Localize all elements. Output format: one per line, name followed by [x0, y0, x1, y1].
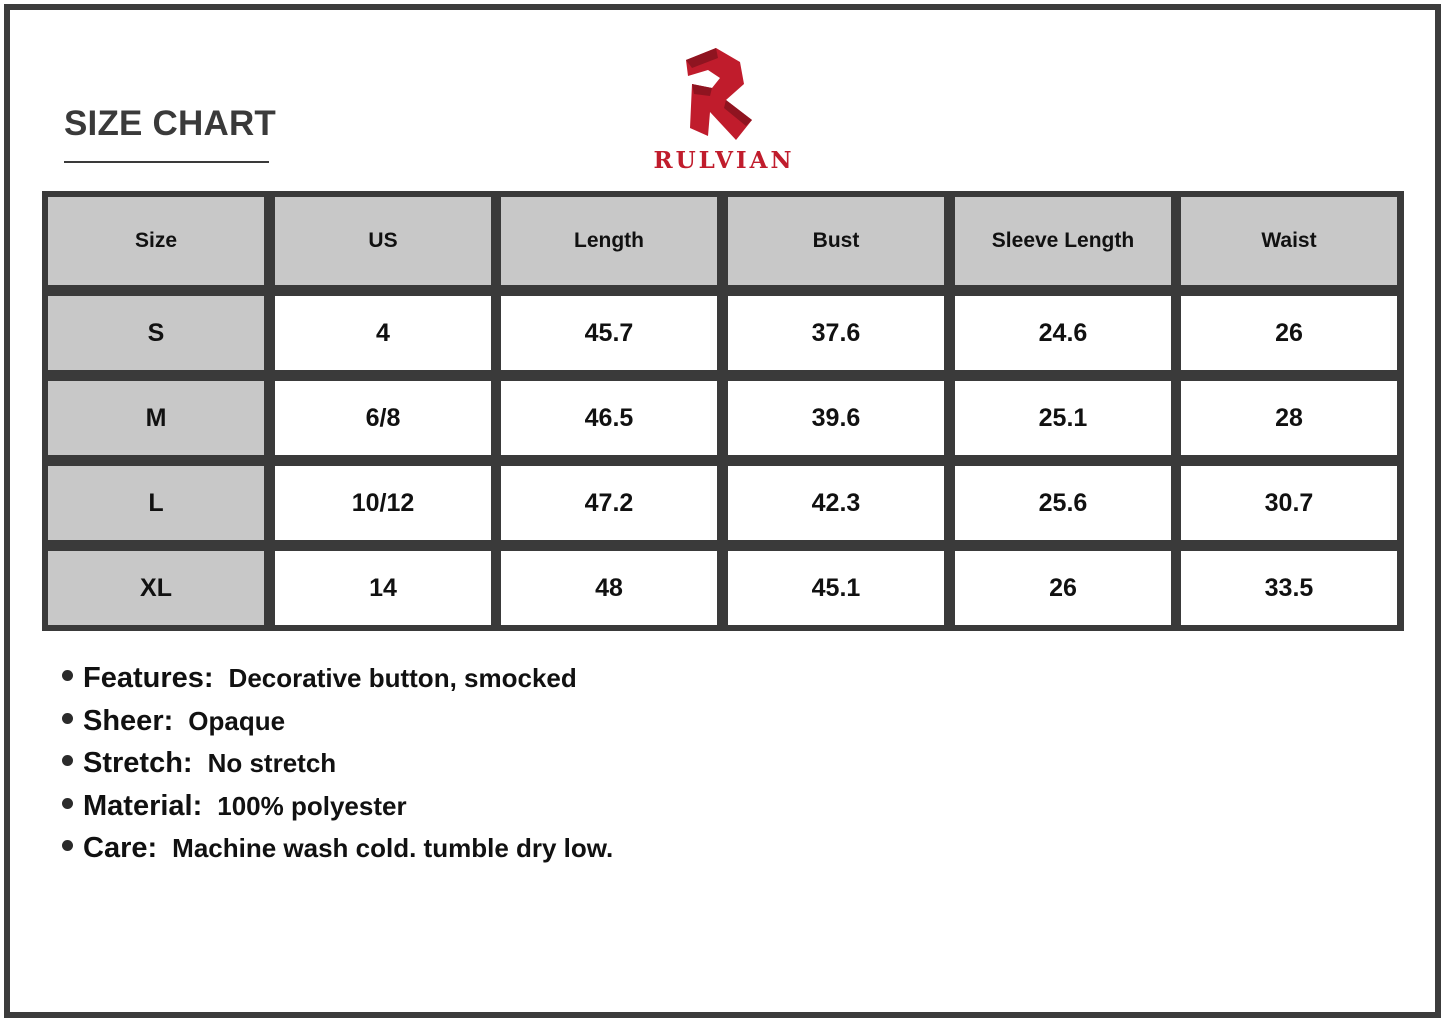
- column-header-size: Size: [48, 197, 264, 285]
- row-size-label: XL: [48, 551, 264, 625]
- column-header-waist: Waist: [1181, 197, 1397, 285]
- table-cell: 25.1: [955, 381, 1171, 455]
- feature-label: Care:: [83, 832, 158, 864]
- feature-label: Material:: [83, 789, 203, 822]
- table-cell: 25.6: [955, 466, 1171, 540]
- feature-item: [62, 790, 613, 833]
- feature-list: [62, 662, 613, 875]
- column-header-length: Length: [501, 197, 717, 285]
- column-header-us: US: [275, 197, 491, 285]
- brand-logo: [640, 44, 810, 174]
- table-cell: 26: [955, 551, 1171, 625]
- bullet-icon: [62, 713, 73, 724]
- bullet-icon: [62, 840, 73, 851]
- bullet-icon: [62, 670, 73, 681]
- table-cell: 39.6: [728, 381, 944, 455]
- feature-label: Features:: [83, 662, 214, 694]
- row-size-label: M: [48, 381, 264, 455]
- table-cell: 24.6: [955, 296, 1171, 370]
- table-cell: 26: [1181, 296, 1397, 370]
- bullet-icon: [62, 755, 73, 766]
- brand-r-mark-icon: [678, 44, 770, 144]
- bullet-icon: [62, 798, 73, 809]
- feature-value: Machine wash cold. tumble dry low.: [172, 833, 614, 863]
- feature-value: 100% polyester: [217, 790, 407, 821]
- table-cell: 46.5: [501, 381, 717, 455]
- table-cell: 6/8: [275, 381, 491, 455]
- page-title: SIZE CHART: [64, 104, 276, 143]
- table-cell: 47.2: [501, 466, 717, 540]
- feature-item: [62, 705, 613, 748]
- feature-item: [62, 832, 613, 875]
- size-table: [42, 191, 1404, 631]
- feature-item: [62, 662, 613, 705]
- table-cell: 42.3: [728, 466, 944, 540]
- feature-value: No stretch: [207, 748, 337, 778]
- row-size-label: L: [48, 466, 264, 540]
- column-header-sleeve-length: Sleeve Length: [955, 197, 1171, 285]
- table-cell: 10/12: [275, 466, 491, 540]
- table-cell: 33.5: [1181, 551, 1397, 625]
- row-size-label: S: [48, 296, 264, 370]
- feature-label: Sheer:: [83, 704, 174, 737]
- table-cell: 45.1: [728, 551, 944, 625]
- table-cell: 37.6: [728, 296, 944, 370]
- table-cell: 48: [501, 551, 717, 625]
- feature-label: Stretch:: [83, 747, 193, 779]
- brand-name: RULVIAN: [653, 147, 795, 174]
- table-cell: 14: [275, 551, 491, 625]
- table-cell: 30.7: [1181, 466, 1397, 540]
- feature-item: [62, 747, 613, 790]
- column-header-bust: Bust: [728, 197, 944, 285]
- feature-value: Opaque: [188, 705, 286, 736]
- table-cell: 45.7: [501, 296, 717, 370]
- title-underline: [64, 161, 269, 163]
- table-cell: 4: [275, 296, 491, 370]
- table-cell: 28: [1181, 381, 1397, 455]
- feature-value: Decorative button, smocked: [228, 663, 577, 693]
